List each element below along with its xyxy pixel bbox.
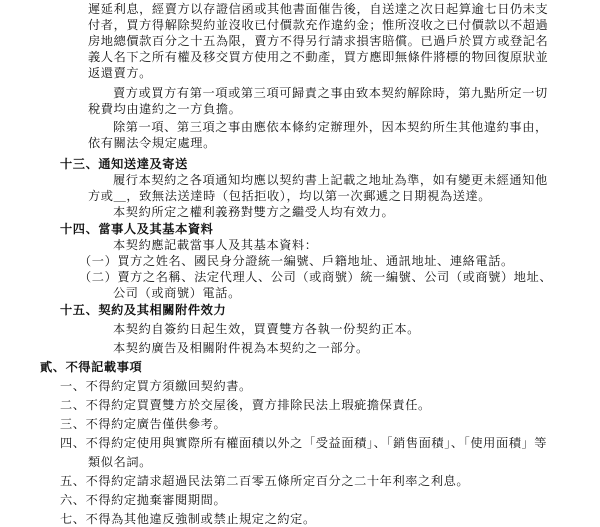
clause14-item-2-cont: 公司（或商號）電話。	[113, 286, 241, 300]
clause12-line-5: 返還賣方。	[88, 66, 152, 80]
clause13-line-3: 本契約所定之權利義務對雙方之繼受人均有效力。	[113, 205, 395, 219]
section2-item-4: 四、不得約定使用與實際所有權面積以外之「受益面積」、「銷售面積」、「使用面積」等	[60, 436, 548, 450]
clause12-line-4: 義人名下之所有權及移交買方使用之不動產，買方應即無條件將標的物回復原狀並	[88, 50, 549, 64]
section2-item-5: 五、不得約定請求超過民法第二百零五條所定百分之二十年利率之利息。	[60, 474, 470, 488]
clause13-line-2: 方或＿，致無法送達時（包括拒收），均以第一次郵遞之日期視為送達。	[88, 189, 492, 203]
section2-item-3: 三、不得約定廣告僅供參考。	[60, 417, 227, 431]
section2-item-1: 一、不得約定買方須繳回契約書。	[60, 379, 252, 393]
clause12-line-2: 付者，買方得解除契約並沒收已付價款充作違約金；惟所沒收之已付價款以不超過	[88, 18, 549, 32]
clause13-heading: 十三、通知送達及寄送	[60, 157, 188, 171]
clause12-line-7: 稅費均由違約之一方負擔。	[88, 102, 242, 116]
clause12-line-1: 遲延利息，經賣方以存證信函或其他書面催告後，自送達之次日起算逾七日仍未支	[88, 2, 549, 16]
clause14-line-1: 本契約應記載當事人及其基本資料：	[113, 238, 318, 252]
clause15-heading: 十五、契約及其相關附件效力	[60, 303, 227, 317]
section2-item-2: 二、不得約定買賣雙方於交屋後，賣方排除民法上瑕疵擔保責任。	[60, 398, 431, 412]
section2-item-4-cont: 類似名詞。	[88, 455, 152, 469]
clause15-line-2: 本契約廣告及相關附件視為本契約之一部分。	[113, 341, 369, 355]
clause14-item-2: （二）賣方之名稱、法定代理人、公司（或商號）統一編號、公司（或商號）地址、	[79, 270, 553, 284]
section2-item-6: 六、不得約定拋棄審閱期間。	[60, 493, 227, 507]
clause13-line-1: 履行本契約之各項通知均應以契約書上記載之地址為準，如有變更未經通知他	[113, 173, 548, 187]
clause12-line-6: 賣方或買方有第一項或第三項可歸責之事由致本契約解除時，第九點所定一切	[113, 86, 548, 100]
clause12-line-8: 除第一項、第三項之事由應依本條約定辦理外，因本契約所生其他違約事由，	[113, 120, 548, 134]
section2-item-7: 七、不得為其他違反強制或禁止規定之約定。	[60, 512, 316, 526]
clause14-heading: 十四、當事人及其基本資料	[60, 222, 214, 236]
clause14-item-1: （一）買方之姓名、國民身分證統一編號、戶籍地址、通訊地址、連絡電話。	[79, 254, 514, 268]
clause12-line-3: 房地總價款百分之十五為限，賣方不得另行請求損害賠償。已過戶於買方或登記名	[88, 34, 549, 48]
clause15-line-1: 本契約自簽約日起生效，買賣雙方各執一份契約正本。	[113, 322, 420, 336]
clause12-line-9: 依有關法令規定處理。	[88, 136, 216, 150]
section2-heading: 貳、不得記載事項	[40, 360, 143, 374]
